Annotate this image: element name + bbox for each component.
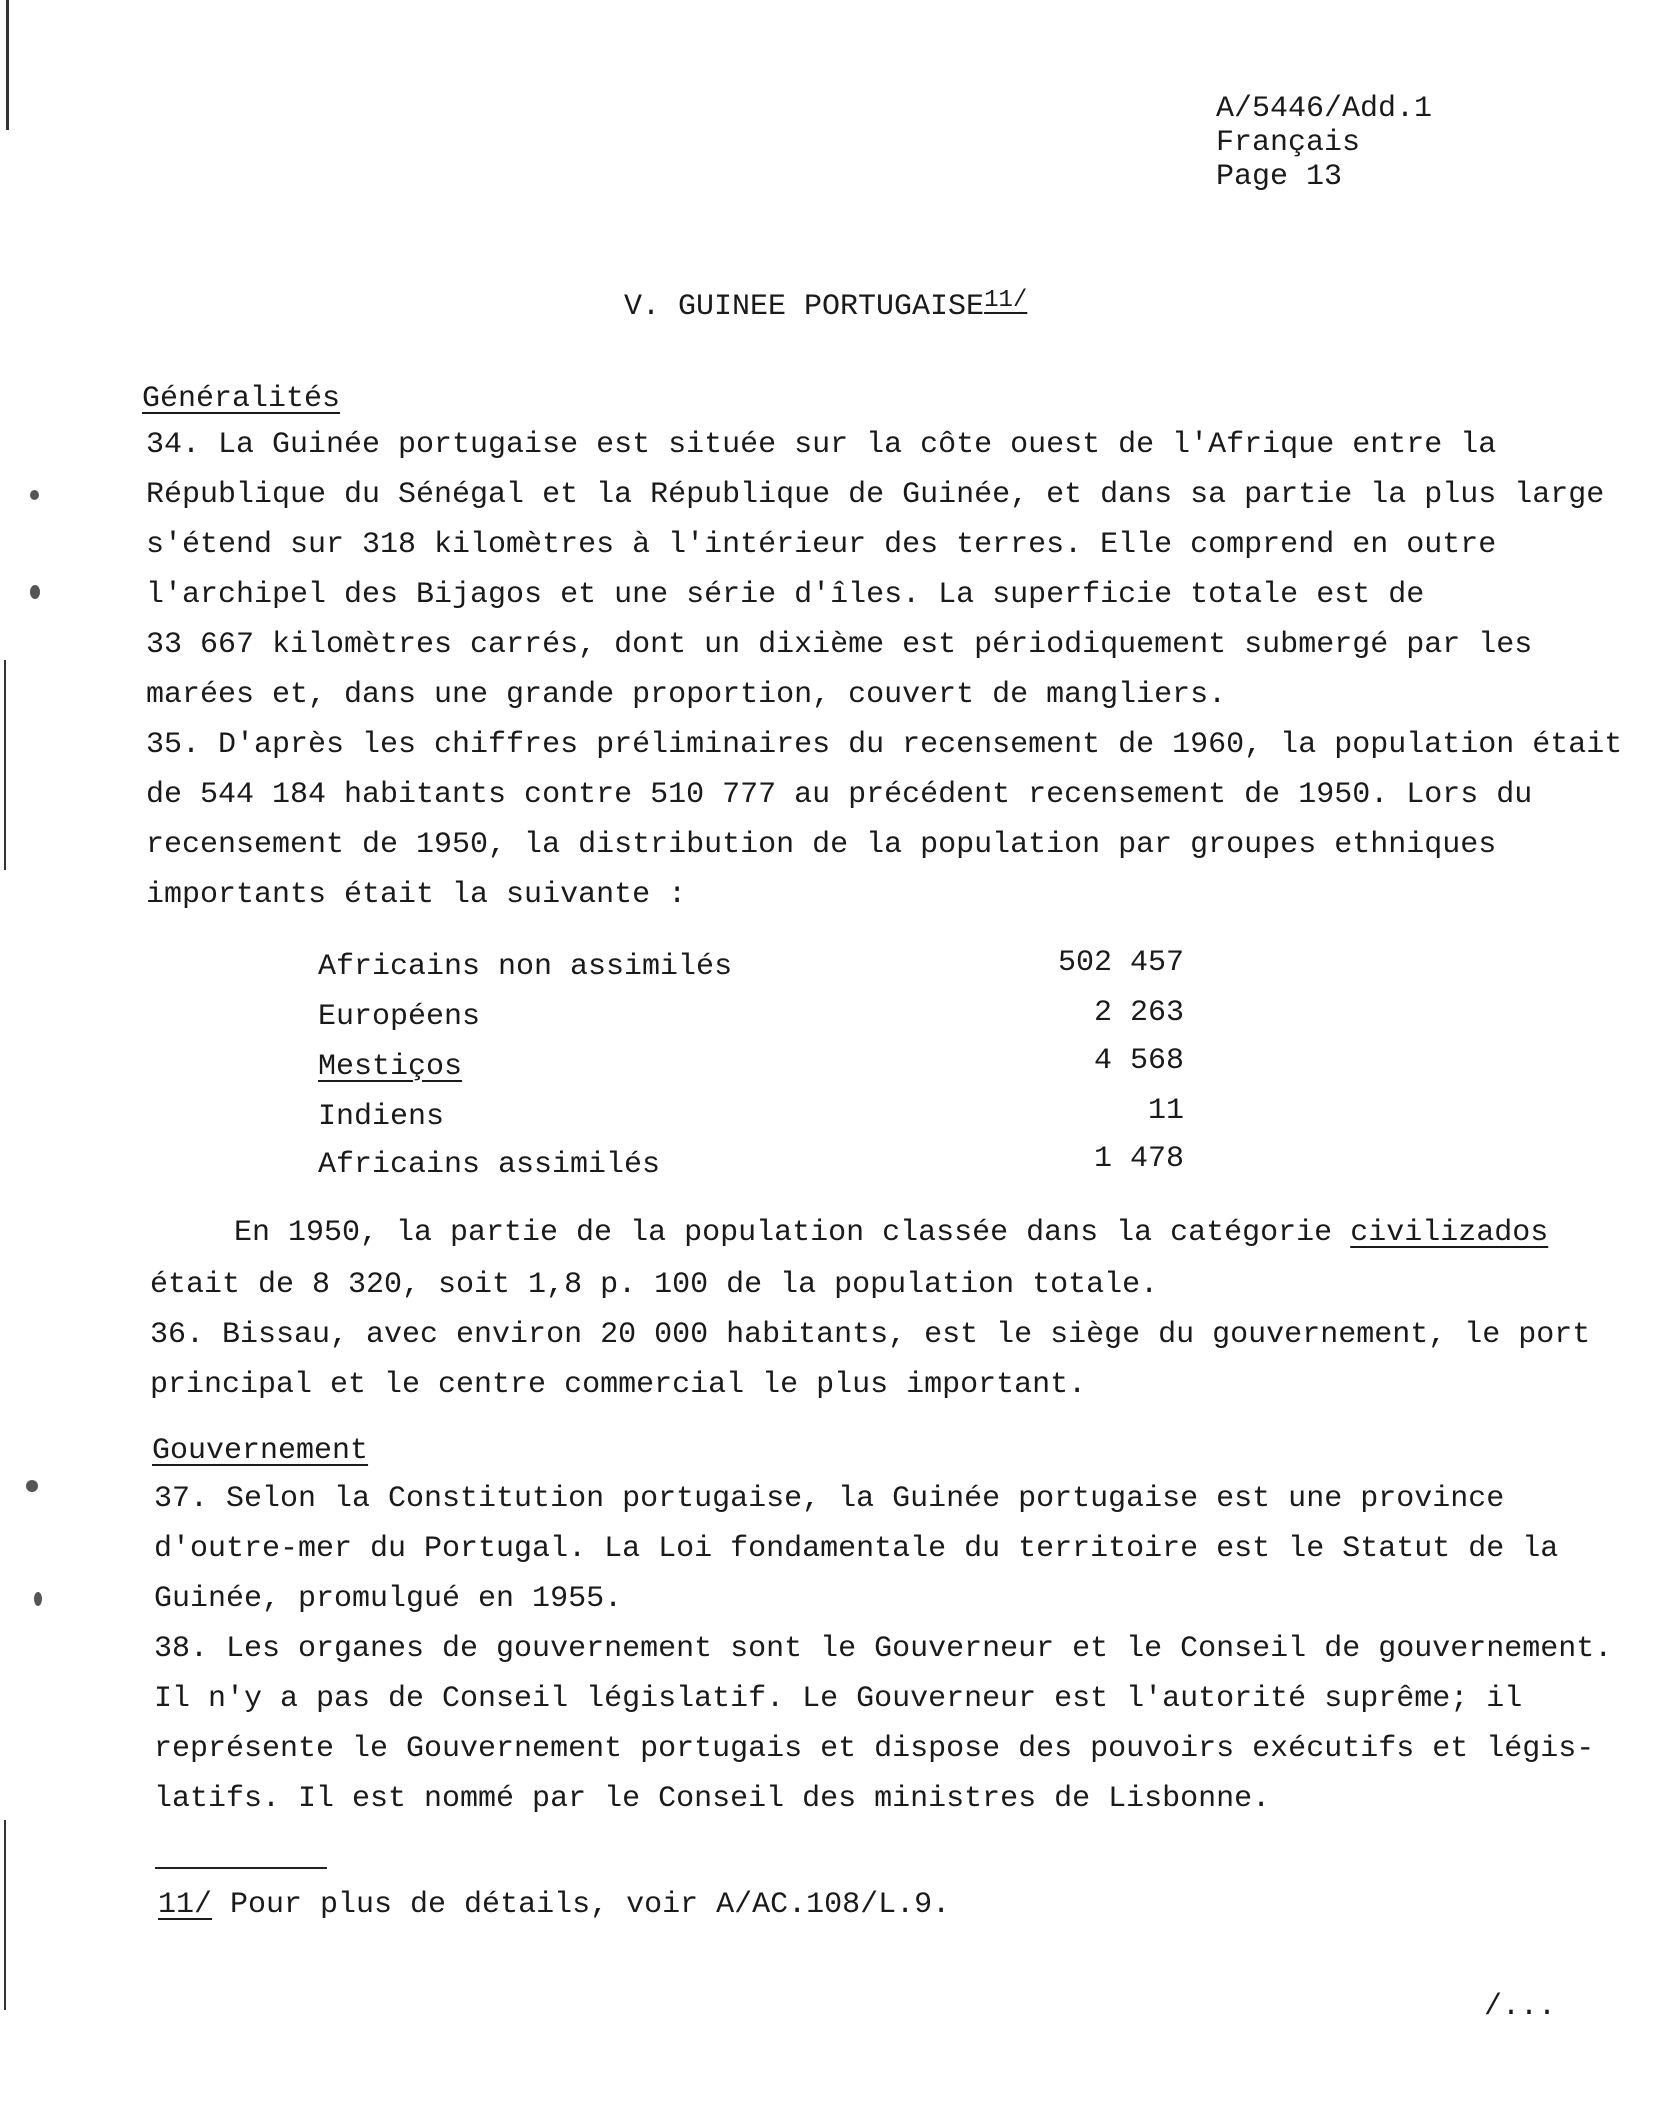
p36-line: principal et le centre commercial le plus important.	[150, 1368, 1087, 1402]
p34-line: s'étend sur 318 kilomètres à l'intérieur des terres. Elle comprend en outre	[146, 528, 1497, 562]
table-row-value: 1 478	[1093, 1142, 1184, 1176]
table-row-label: Africains assimilés	[318, 1148, 661, 1182]
p35b-line1	[234, 1218, 1548, 1248]
footnote	[158, 1888, 950, 1922]
p34-line: 33 667 kilomètres carrés, dont un dixième est périodiquement submergé par les	[146, 628, 1533, 662]
scan-edge-mark	[4, 660, 6, 870]
document-symbol: A/5446/Add.1	[1216, 92, 1433, 126]
p35-line: de 544 184 habitants contre 510 777 au précédent recensement de 1950. Lors du	[146, 778, 1533, 812]
p38-line: 38. Les organes de gouvernement sont le Gouverneur et le Conseil de gouvernement.	[154, 1632, 1613, 1666]
document-language: Français	[1216, 126, 1361, 160]
scan-edge-mark	[6, 0, 9, 130]
continuation-mark: /...	[1484, 1990, 1557, 2024]
table-row-label: Africains non assimilés	[318, 950, 733, 984]
p35-line: recensement de 1950, la distribution de la population par groupes ethniques	[146, 828, 1497, 862]
p34-line: République du Sénégal et la République de Guinée, et dans sa partie la plus large	[146, 478, 1605, 512]
footnote-marker: 11/	[158, 1888, 213, 1922]
p35-line: 35. D'après les chiffres préliminaires du recensement de 1960, la population était	[146, 728, 1623, 762]
p36-line: 36. Bissau, avec environ 20 000 habitants, est le siège du gouvernement, le port	[150, 1318, 1591, 1352]
scan-speck	[34, 1592, 42, 1606]
scan-speck	[30, 585, 40, 599]
table-row-label: Européens	[318, 1000, 481, 1034]
p34-line: 34. La Guinée portugaise est située sur la côte ouest de l'Afrique entre la	[146, 428, 1497, 462]
p35-line: importants était la suivante :	[146, 878, 687, 912]
p37-line: d'outre-mer du Portugal. La Loi fondamentale du territoire est le Statut de la	[154, 1532, 1559, 1566]
table-row-value: 2 263	[1093, 996, 1184, 1030]
table-row-value: 502 457	[1057, 946, 1184, 980]
footnote-rule	[155, 1867, 327, 1869]
p34-line: l'archipel des Bijagos et une série d'îles. La superficie totale est de	[146, 578, 1425, 612]
heading-generalites: Généralités	[142, 382, 341, 416]
p34-line: marées et, dans une grande proportion, couvert de mangliers.	[146, 678, 1227, 712]
table-row-value: 4 568	[1093, 1044, 1184, 1078]
p37-line: 37. Selon la Constitution portugaise, la Guinée portugaise est une province	[154, 1482, 1505, 1516]
p38-line: Il n'y a pas de Conseil législatif. Le Gouverneur est l'autorité suprême; il	[154, 1682, 1523, 1716]
table-row-value: 11	[1147, 1094, 1184, 1128]
scan-speck	[26, 1480, 38, 1492]
scan-edge-mark	[4, 1820, 6, 2010]
p35b-line2: était de 8 320, soit 1,8 p. 100 de la population totale.	[150, 1268, 1159, 1302]
p38-line: latifs. Il est nommé par le Conseil des ministres de Lisbonne.	[154, 1782, 1271, 1816]
table-row-label: Indiens	[318, 1100, 445, 1134]
term-civilizados: civilizados	[1350, 1216, 1549, 1250]
title-footnote-ref: 11/	[984, 287, 1028, 314]
footnote-text: Pour plus de détails, voir A/AC.108/L.9.	[212, 1888, 951, 1922]
p35b-text: En 1950, la partie de la population classée dans la catégorie	[234, 1216, 1351, 1250]
page-number: Page 13	[1216, 160, 1343, 194]
p37-line: Guinée, promulgué en 1955.	[154, 1582, 623, 1616]
section-title	[624, 287, 1028, 324]
document-header	[1216, 92, 1432, 194]
scan-speck	[30, 490, 39, 500]
p38-line: représente le Gouvernement portugais et dispose des pouvoirs exécutifs et légis-	[154, 1732, 1595, 1766]
heading-gouvernement: Gouvernement	[152, 1434, 369, 1468]
section-title-text: V. GUINEE PORTUGAISE	[624, 290, 985, 324]
table-row-label: Mestiços	[318, 1050, 463, 1084]
